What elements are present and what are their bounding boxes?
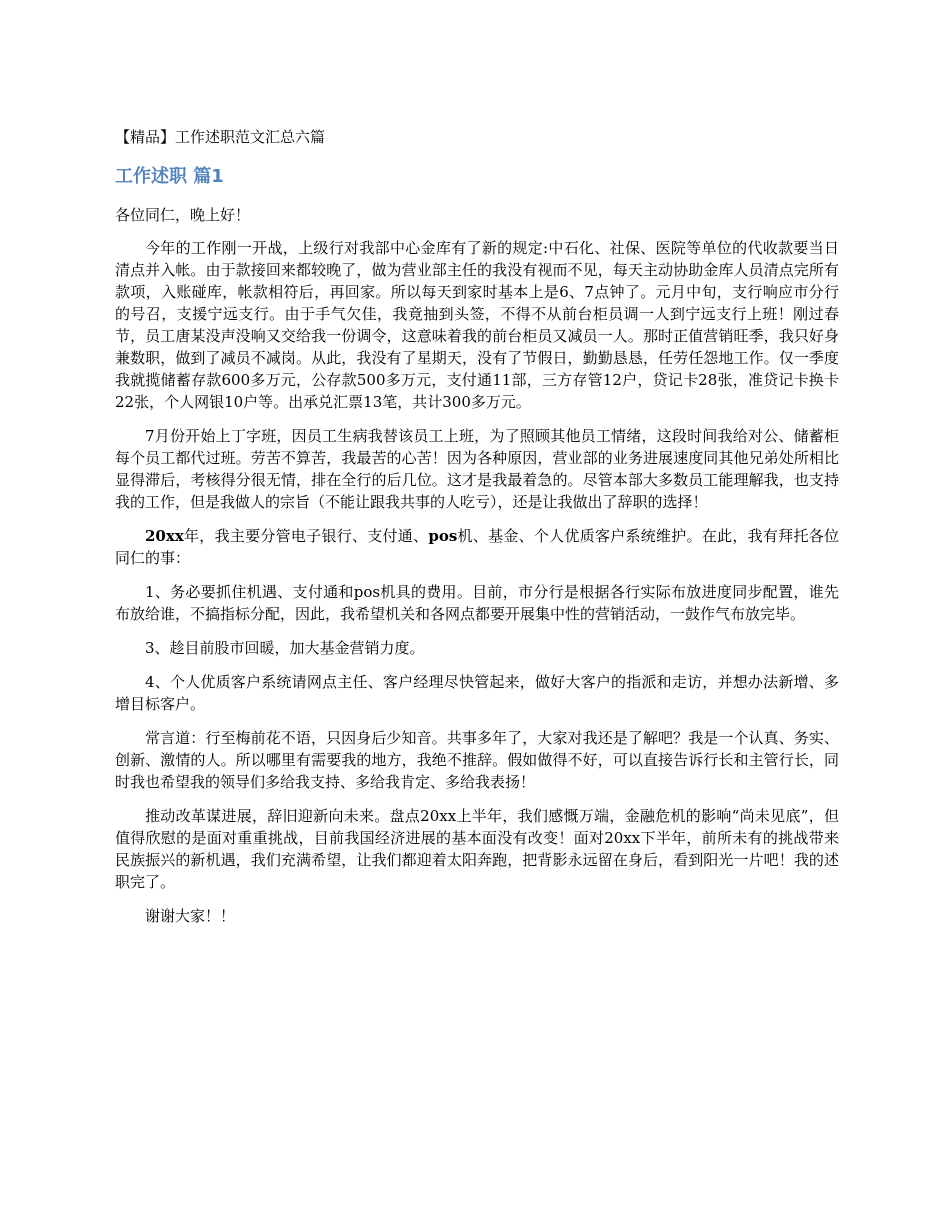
paragraph-4: 1、务必要抓住机遇、支付通和pos机具的费用。目前，市分行是根据各行实际布放进度同步配置，谁先布放给谁，不搞指标分配，因此，我希望机关和各网点都要开展集中性的营销活动，一鼓作气布放完毕。 (115, 583, 839, 623)
greeting: 各位同仁，晚上好！ (115, 206, 251, 224)
section-heading: 工作述职 篇1 (115, 166, 224, 187)
paragraph-5: 3、趁目前股市回暖，加大基金营销力度。 (145, 639, 425, 657)
paragraph-8: 推动改革谋进展，辞旧迎新向未来。盘点20xx上半年，我们感慨万端，金融危机的影响“尚未见底”，但值得欣慰的是面对重重挑战，目前我国经济进展的基本面没有改变！面对20xx下半年，前所未有的挑战带来民族振兴的新机遇，我们充满希望，让我们都迎着太阳奔跑，把背影永远留在身后，看到阳光一片吧！我的述职完了。 (115, 807, 839, 891)
paragraph-2: 7月份开始上丁字班，因员工生病我替该员工上班，为了照顾其他员工情绪，这段时间我给对公、储蓄柜每个员工都代过班。劳苦不算苦，我最苦的心苦！因为各种原因，营业部的业务进展速度同其他兄弟处所相比显得滞后，考核得分很无情，排在全行的后几位。这才是我最着急的。尽管本部大多数员工能理解我，也支持我的工作，但是我做人的宗旨（不能让跟我共事的人吃亏），还是让我做出了辞职的选择！ (115, 427, 839, 511)
closing-line: 谢谢大家！！ (145, 907, 236, 925)
paragraph-7: 常言道：行至梅前花不语，只因身后少知音。共事多年了，大家对我还是了解吧？我是一个认真、务实、创新、激情的人。所以哪里有需要我的地方，我绝不推辞。假如做得不好，可以直接告诉行长和主管行长，同时我也希望我的领导们多给我支持、多给我肯定、多给我表扬！ (115, 729, 839, 791)
document-title: 【精品】工作述职范文汇总六篇 (115, 128, 326, 146)
document-page (115, 124, 839, 939)
paragraph-3: 20xx年，我主要分管电子银行、支付通、pos机、基金、个人优质客户系统维护。在此，我有拜托各位同仁的事： (115, 527, 839, 567)
paragraph-6: 4、个人优质客户系统请网点主任、客户经理尽快管起来，做好大客户的指派和走访，并想办法新增、多增目标客户。 (115, 673, 839, 713)
paragraph-1: 今年的工作刚一开战，上级行对我部中心金库有了新的规定:中石化、社保、医院等单位的代收款要当日清点并入帐。由于款接回来都较晚了，做为营业部主任的我没有视而不见，每天主动协助金库人员清点完所有款项，入账碰库，帐款相符后，再回家。所以每天到家时基本上是6、7点钟了。元月中旬，支行响应市分行的号召，支援宁远支行。由于手气欠佳，我竟抽到头签，不得不从前台柜员调一人到宁远支行上班！刚过春节，员工唐某没声没响又交给我一份调令，这意味着我的前台柜员又减员一人。那时正值营销旺季，我只好身兼数职，做到了减员不减岗。从此，我没有了星期天，没有了节假日，勤勤恳恳，任劳任怨地工作。仅一季度我就揽储蓄存款600多万元，公存款500多万元，支付通11部，三方存管12户，贷记卡28张，准贷记卡换卡22张，个人网银10户等。出承兑汇票13笔，共计300多万元。 (115, 239, 839, 411)
